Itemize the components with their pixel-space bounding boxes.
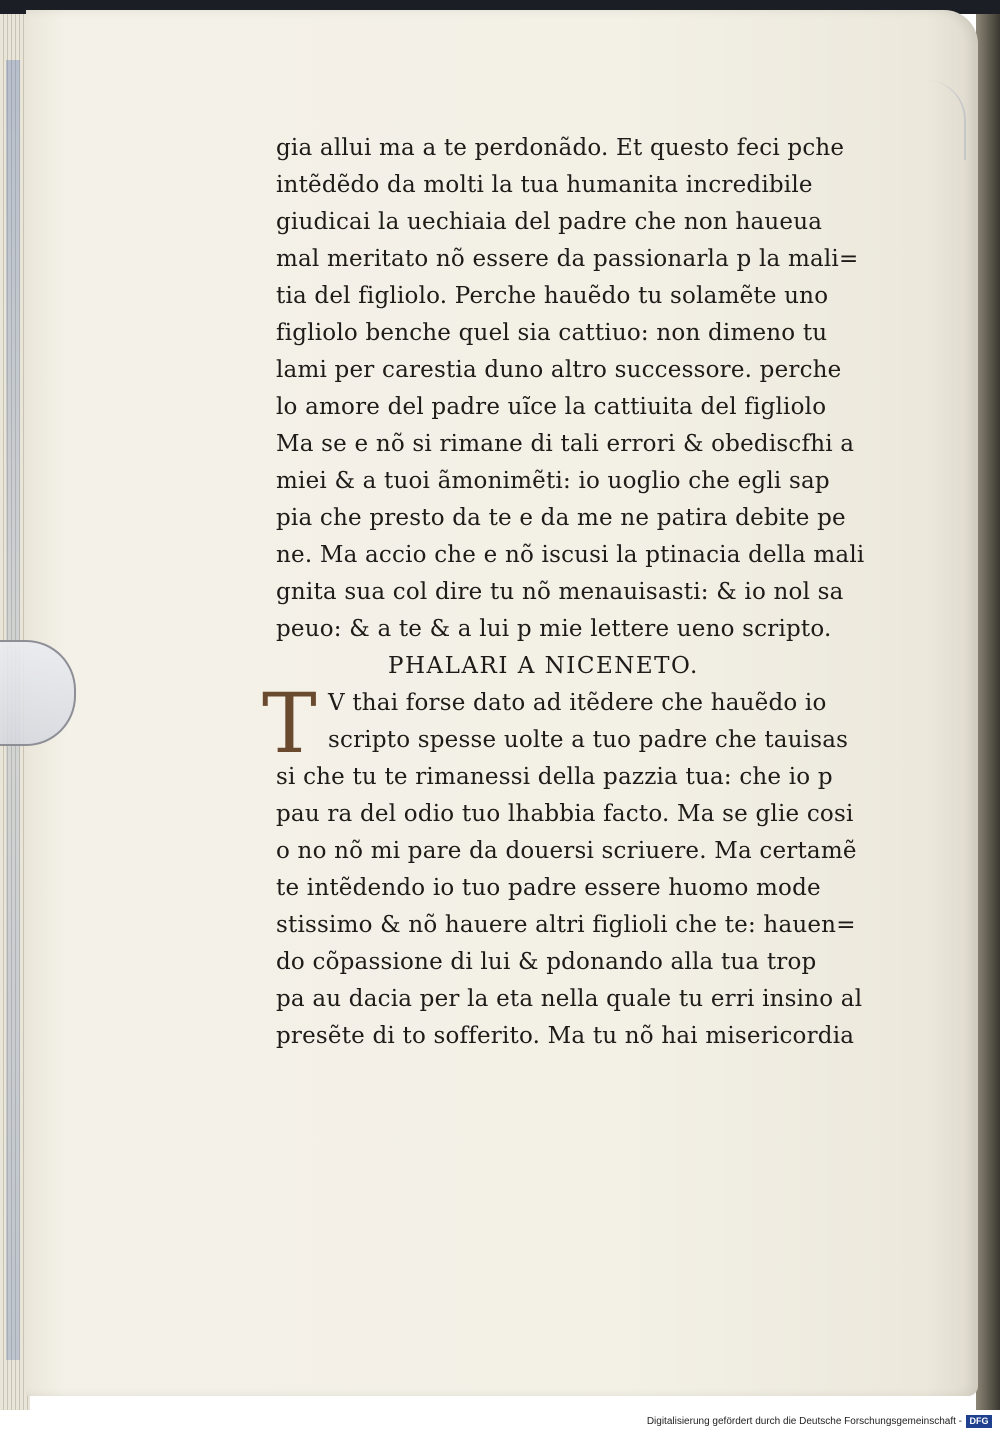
- text-line: figliolo benche quel sia cattiuo: non dimeno tu: [276, 320, 828, 346]
- text-line: stissimo & nõ hauere altri figlioli che te: hauen=: [276, 912, 856, 938]
- text-line: gia allui ma a te perdonãdo. Et questo feci pche: [276, 135, 845, 161]
- letter-body: [262, 677, 896, 1055]
- text-line: giudicai la uechiaia del padre che non haueua: [276, 209, 823, 235]
- text-line: mal meritato nõ essere da passionarla p la mali=: [276, 246, 859, 272]
- text-line: lo amore del padre uĩce la cattiuita del figliolo: [276, 394, 827, 420]
- drop-cap: T: [262, 677, 317, 772]
- right-page-edge: [976, 14, 1000, 1410]
- text-line: peuo: & a te & a lui p mie lettere ueno scripto.: [276, 616, 832, 642]
- text-block: [262, 130, 896, 1055]
- letter-heading: PHALARI A NICENETO.: [388, 653, 699, 679]
- text-line: pau ra del odio tuo lhabbia facto. Ma se glie cosi: [276, 801, 854, 827]
- text-line: pia che presto da te e da me ne patira debite pe: [276, 505, 846, 531]
- text-line: o no nõ mi pare da douersi scriuere. Ma certamẽ: [276, 838, 857, 864]
- text-line: Ma se e nõ si rimane di tali errori & obediscfhi a: [276, 431, 855, 457]
- text-line: si che tu te rimanessi della pazzia tua: che io p: [276, 764, 833, 790]
- text-line: gnita sua col dire tu nõ menauisasti: & io nol sa: [276, 579, 844, 605]
- text-line: do cõpassione di lui & pdonando alla tua trop: [276, 949, 817, 975]
- text-line: intẽdẽdo da molti la tua humanita incredibile: [276, 172, 813, 198]
- text-line: tia del figliolo. Perche hauẽdo tu solamẽte uno: [276, 283, 829, 309]
- text-line: pa au dacia per la eta nella quale tu erri insino al: [276, 986, 863, 1012]
- footer-credit: Digitalisierung gefördert durch die Deutsche Forschungsgemeinschaft -: [646, 1416, 962, 1427]
- text-line: miei & a tuoi ãmonimẽti: io uoglio che egli sap: [276, 468, 830, 494]
- text-line: presẽte di to sofferito. Ma tu nõ hai misericordia: [276, 1023, 855, 1049]
- text-line: ne. Ma accio che e nõ iscusi la ptinacia della mali: [276, 542, 865, 568]
- text-line: V thai forse dato ad itẽdere che hauẽdo io: [328, 690, 827, 716]
- text-line: lami per carestia duno altro successore. perche: [276, 357, 842, 383]
- text-line: scripto spesse uolte a tuo padre che tauisas: [328, 727, 849, 753]
- dfg-logo: DFG: [966, 1415, 992, 1428]
- text-line: te intẽdendo io tuo padre essere huomo mode: [276, 875, 821, 901]
